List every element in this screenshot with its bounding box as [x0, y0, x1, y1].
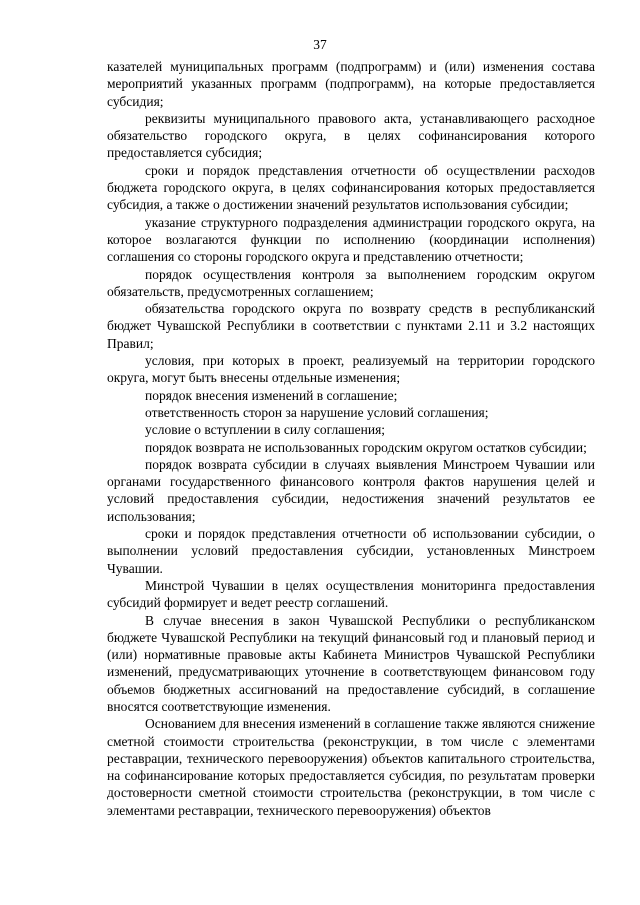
paragraph: В случае внесения в закон Чувашской Республики о республиканском бюджете Чувашской Республики на текущий финансовый год и плановый период и (или) нормативные правовые акты Кабинета Министров Чувашской Республики изменений, предусматривающих уточнение в соответствующем финансовом году объемов бюджетных ассигнований на предоставление субсидий, в соглашение вносятся соответствующие изменения.	[107, 612, 595, 714]
paragraph: порядок возврата субсидии в случаях выявления Минстроем Чувашии или органами государственного финансового контроля фактов нарушения целей и условий предоставления субсидии, недостижения значений результатов ее использования;	[107, 456, 595, 524]
paragraph: порядок осуществления контроля за выполнением городским округом обязательств, предусмотренных соглашением;	[107, 266, 595, 299]
page-number: 37	[313, 37, 327, 52]
paragraph: реквизиты муниципального правового акта, устанавливающего расходное обязательство городского округа, в целях софинансирования которого предоставляется субсидия;	[107, 110, 595, 161]
paragraph: условие о вступлении в силу соглашения;	[145, 422, 386, 438]
document-body	[107, 58, 595, 819]
paragraph: порядок внесения изменений в соглашение;	[145, 387, 398, 403]
paragraph: сроки и порядок представления отчетности об осуществлении расходов бюджета городского округа, в целях софинансирования которых предоставляется субсидия, а также о достижении значений результатов использования субсидии;	[107, 162, 595, 213]
paragraph: Основанием для внесения изменений в соглашение также являются снижение сметной стоимости строительства (реконструкции, в том числе с элементами реставрации, технического перевооружения) объектов капитального строительства, на софинансирование которых предоставляется субсидия, по результатам проверки достоверности сметной стоимости строительства (реконструкции, в том числе с элементами реставрации, технического перевооружения) объектов	[107, 716, 595, 818]
paragraph: обязательства городского округа по возврату средств в республиканский бюджет Чувашской Республики в соответствии с пунктами 2.11 и 3.2 настоящих Правил;	[107, 301, 595, 351]
paragraph: порядок возврата не использованных городским округом остатков субсидии;	[145, 439, 587, 455]
paragraph: ответственность сторон за нарушение условий соглашения;	[145, 404, 489, 420]
paragraph: условия, при которых в проект, реализуемый на территории городского округа, могут быть внесены отдельные изменения;	[107, 353, 595, 386]
paragraph: сроки и порядок представления отчетности об использовании субсидии, о выполнении условий предоставления субсидии, установленных Минстроем Чувашии.	[107, 526, 595, 576]
paragraph: казателей муниципальных программ (подпрограмм) и (или) изменения состава мероприятий указанных программ (подпрограмм), на которые предоставляется субсидия;	[107, 59, 595, 109]
paragraph: Минстрой Чувашии в целях осуществления мониторинга предоставления субсидий формирует и ведет реестр соглашений.	[107, 577, 595, 611]
paragraph: указание структурного подразделения администрации городского округа, на которое возлагаются функции по исполнению (координации исполнения) соглашения со стороны городского округа и представлению отчетности;	[107, 214, 595, 265]
